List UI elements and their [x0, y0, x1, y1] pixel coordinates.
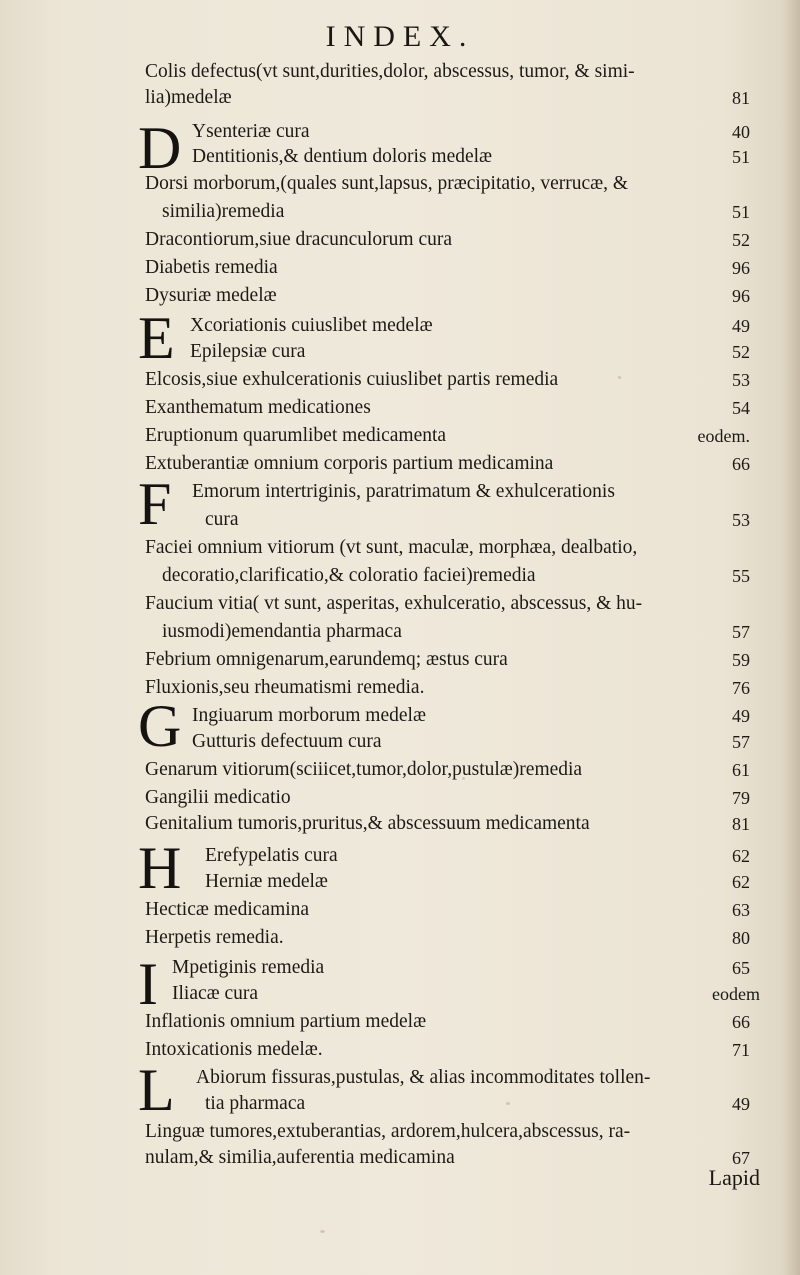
entry-page: 53	[732, 370, 750, 390]
entry-line: Exanthematum medicationes	[145, 397, 371, 418]
entry-page: 55	[732, 566, 750, 586]
initial-i: I	[138, 951, 158, 1017]
paper-fleck	[462, 777, 465, 780]
entry-page: 54	[732, 398, 750, 418]
entry-page: 57	[732, 622, 750, 642]
entry-line: tia pharmaca	[205, 1093, 306, 1114]
entry-line: similia)remedia	[162, 201, 285, 222]
entry-page: 52	[732, 342, 750, 362]
entry-page: 57	[732, 732, 750, 752]
entry-page: 52	[732, 230, 750, 250]
entry-page: 96	[732, 258, 750, 278]
entry-line: Herpetis remedia.	[145, 927, 284, 948]
entry-line: Genitalium tumoris,pruritus,& abscessuum medicamenta	[145, 813, 590, 834]
entry-page: 53	[732, 510, 750, 530]
paper-fleck	[618, 376, 621, 379]
entry-line: Ysenteriæ cura	[192, 121, 310, 142]
entry-line: Hecticæ medicamina	[145, 899, 310, 920]
entry-line: Xcoriationis cuiuslibet medelæ	[190, 315, 433, 336]
entry-line: Mpetiginis remedia	[172, 957, 325, 978]
entry-page: 62	[732, 846, 750, 866]
paper-fleck	[506, 1102, 510, 1105]
entry-line: decoratio,clarificatio,& coloratio faciei)remedia	[162, 565, 536, 586]
initial-h: H	[138, 835, 182, 901]
entry-line: Dentitionis,& dentium doloris medelæ	[192, 146, 493, 167]
entry-line: Extuberantiæ omnium corporis partium medicamina	[145, 453, 554, 474]
entry-line: Faucium vitia( vt sunt, asperitas, exhulceratio, abscessus, & hu-	[145, 593, 643, 614]
entry-line: Febrium omnigenarum,earundemq; æstus cura	[145, 649, 508, 670]
entry-line: Inflationis omnium partium medelæ	[145, 1011, 427, 1032]
entry-page: 79	[732, 788, 750, 808]
entry-page: 51	[732, 202, 750, 222]
entry-page: 62	[732, 872, 750, 892]
entry-page: 81	[732, 88, 750, 108]
entry-line: lia)medelæ	[145, 87, 232, 108]
initial-l: L	[138, 1057, 175, 1123]
entry-page: 76	[732, 678, 750, 698]
entry-line: cura	[205, 509, 239, 530]
entry-page: 40	[732, 122, 750, 142]
entry-line: Diabetis remedia	[145, 257, 278, 278]
entry-page: 65	[732, 958, 750, 978]
entry-page: 51	[732, 147, 750, 167]
entry-line: Ingiuarum morborum medelæ	[192, 705, 426, 726]
entry-page: 66	[732, 454, 750, 474]
entry-line: Erefypelatis cura	[205, 845, 338, 866]
entry-line: Eruptionum quarumlibet medicamenta	[145, 425, 447, 446]
entry-page: 71	[732, 1040, 750, 1060]
paper-fleck	[320, 1230, 325, 1233]
entry-page: 49	[732, 706, 750, 726]
entry-line: Intoxicationis medelæ.	[145, 1039, 323, 1060]
entry-line: Emorum intertriginis, paratrimatum & exhulcerationis	[192, 481, 615, 502]
entry-line: Epilepsiæ cura	[190, 341, 306, 362]
entry-page: eodem.	[697, 426, 750, 446]
entry-line: Linguæ tumores,extuberantias, ardorem,hulcera,abscessus, ra-	[145, 1121, 631, 1142]
entry-line: Genarum vitiorum(sciiicet,tumor,dolor,pustulæ)remedia	[145, 759, 583, 780]
entry-line: Iliacæ cura	[172, 983, 259, 1004]
entry-page: 49	[732, 1094, 750, 1114]
entry-page: 59	[732, 650, 750, 670]
entry-line: Dorsi morborum,(quales sunt,lapsus, præcipitatio, verrucæ, &	[145, 173, 629, 194]
initial-d: D	[138, 115, 182, 181]
entry-line: Faciei omnium vitiorum (vt sunt, maculæ, morphæa, dealbatio,	[145, 537, 638, 558]
entry-page: 96	[732, 286, 750, 306]
entry-page: 66	[732, 1012, 750, 1032]
initial-g: G	[138, 693, 182, 759]
entry-line: iusmodi)emendantia pharmaca	[162, 621, 402, 642]
entry-line: Gangilii medicatio	[145, 787, 291, 808]
entry-line: Fluxionis,seu rheumatismi remedia.	[145, 677, 425, 698]
initial-e: E	[138, 305, 175, 371]
entry-line: Gutturis defectuum cura	[192, 731, 382, 752]
entry-line: Dysuriæ medelæ	[145, 285, 277, 306]
catchword: Lapid	[708, 1165, 760, 1190]
entry-page: 67	[732, 1148, 750, 1168]
entry-line: Dracontiorum,siue dracunculorum cura	[145, 229, 453, 250]
entry-line: nulam,& similia,auferentia medicamina	[145, 1147, 455, 1168]
entry-line: Abiorum fissuras,pustulas, & alias incommoditates tollen-	[196, 1067, 651, 1088]
entry-page: 49	[732, 316, 750, 336]
entry-page: 61	[732, 760, 750, 780]
initial-f: F	[138, 471, 172, 537]
entry-line: Herniæ medelæ	[205, 871, 328, 892]
entry-line: Colis defectus(vt sunt,durities,dolor, abscessus, tumor, & simi-	[145, 61, 635, 82]
entry-page: 80	[732, 928, 750, 948]
entry-line: Elcosis,siue exhulcerationis cuiuslibet partis remedia	[145, 369, 559, 390]
entry-page: eodem	[712, 984, 760, 1004]
entry-page: 81	[732, 814, 750, 834]
entry-page: 63	[732, 900, 750, 920]
running-head: INDEX.	[325, 20, 475, 53]
